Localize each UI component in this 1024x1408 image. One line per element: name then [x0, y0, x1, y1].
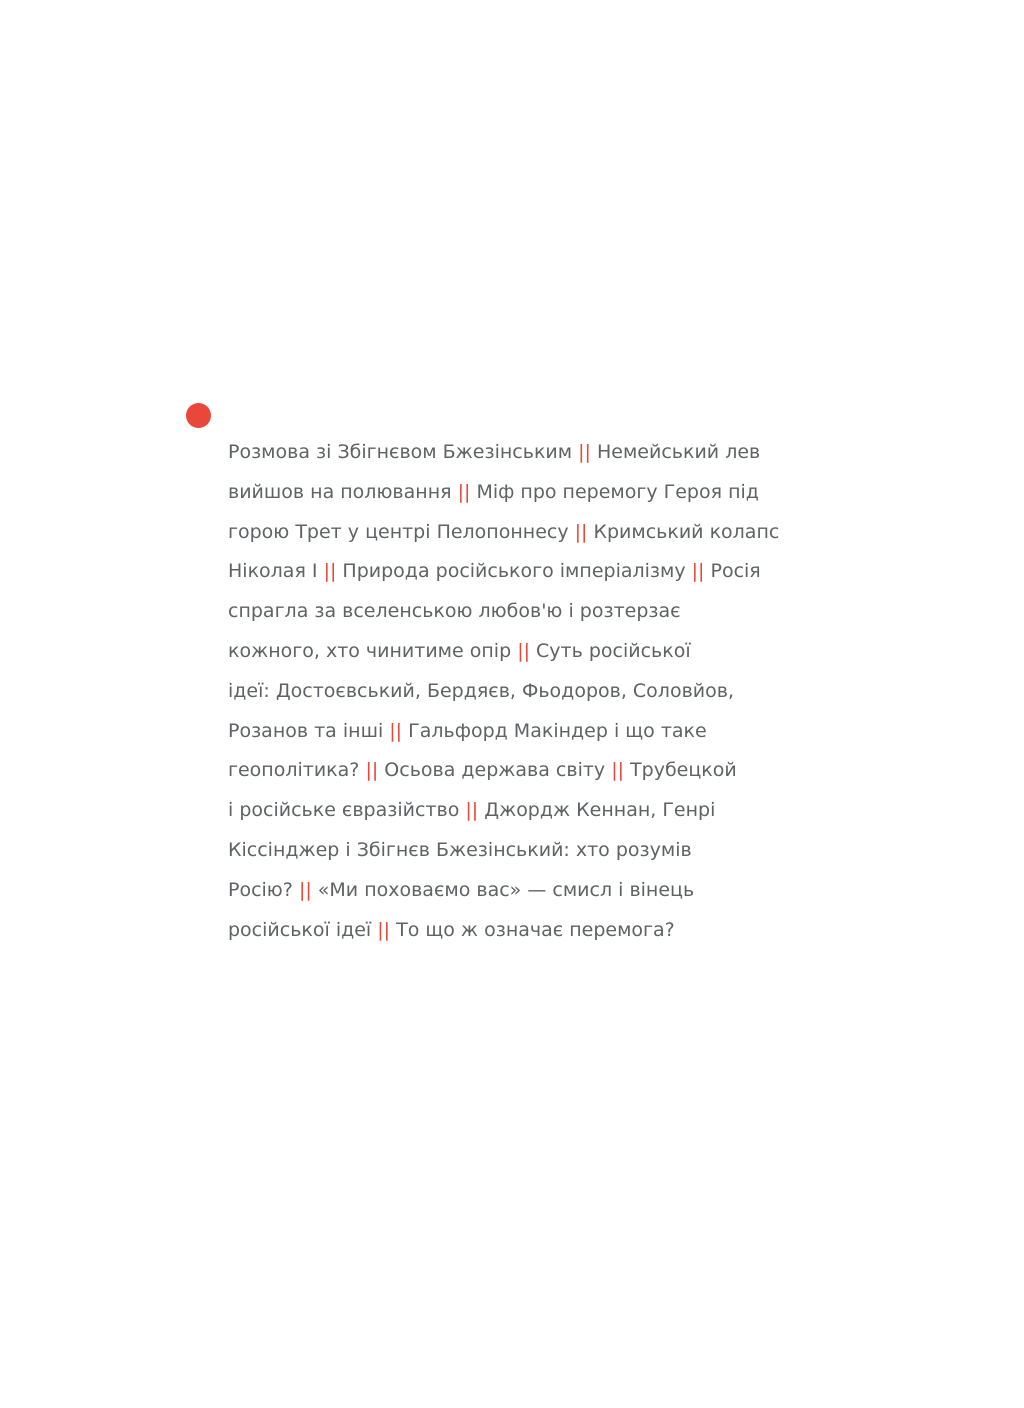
contents-segment: Немейський лев [590, 441, 761, 463]
contents-segment: Ніколая I [228, 560, 324, 583]
contents-segment: кожного, хто чинитиме опір [228, 639, 518, 662]
contents-text [228, 433, 868, 950]
contents-segment: Суть російської [530, 639, 691, 662]
separator-mark: || [377, 918, 391, 941]
contents-segment: Розмова зі Збігнєвом Бжезінським [228, 441, 579, 463]
separator-mark: || [457, 480, 471, 503]
contents-line [228, 712, 868, 752]
contents-segment: спрагла за вселенською любов'ю і розтерзає [228, 600, 681, 623]
contents-segment: То що ж означає перемога? [390, 918, 675, 941]
separator-mark: || [465, 799, 479, 822]
separator-mark: || [691, 560, 705, 583]
separator-mark: || [517, 639, 530, 662]
contents-segment: Природа російського імперіалізму [336, 560, 692, 583]
contents-line [228, 911, 868, 951]
contents-segment: Трубецкой [624, 759, 737, 782]
red-dot-icon [186, 403, 211, 428]
separator-mark: || [389, 719, 403, 742]
contents-line [228, 791, 868, 831]
contents-segment: Гальфорд Макіндер і що таке [402, 719, 707, 742]
contents-line [228, 871, 868, 911]
contents-segment: Росія [704, 560, 761, 583]
separator-mark: || [323, 560, 337, 583]
contents-line [228, 831, 868, 871]
separator-mark: || [611, 759, 625, 782]
contents-segment: ідеї: Достоєвський, Бердяєв, Фьодоров, Соловйов, [228, 679, 734, 702]
contents-line [228, 592, 868, 632]
separator-mark: || [365, 759, 379, 782]
contents-segment: горою Трет у центрі Пелопоннесу [228, 520, 575, 543]
contents-line [228, 751, 868, 791]
contents-line [228, 552, 868, 592]
contents-line [228, 513, 868, 553]
contents-line [228, 672, 868, 712]
contents-segment: геополітика? [228, 759, 366, 782]
contents-segment: Міф про перемогу Героя під [470, 480, 759, 503]
contents-segment: Розанов та інші [228, 719, 390, 742]
contents-segment: Кримський колапс [587, 520, 780, 543]
contents-segment: «Ми поховаємо вас» — смисл і вінець [311, 878, 695, 901]
contents-segment: Джордж Кеннан, Генрі [478, 799, 716, 822]
contents-segment: Осьова держава світу [378, 759, 612, 782]
contents-segment: Кіссінджер і Збігнєв Бжезінський: хто розумів [228, 838, 692, 861]
contents-segment: вийшов на полювання [228, 480, 458, 503]
contents-line [228, 433, 868, 473]
separator-mark: || [298, 878, 312, 901]
contents-line [228, 632, 868, 672]
contents-segment: і російське євразійство [228, 799, 466, 822]
separator-mark: || [574, 520, 588, 543]
contents-line [228, 473, 868, 513]
contents-segment: російської ідеї [228, 918, 378, 941]
separator-mark: || [578, 441, 591, 463]
contents-segment: Росію? [228, 878, 299, 901]
